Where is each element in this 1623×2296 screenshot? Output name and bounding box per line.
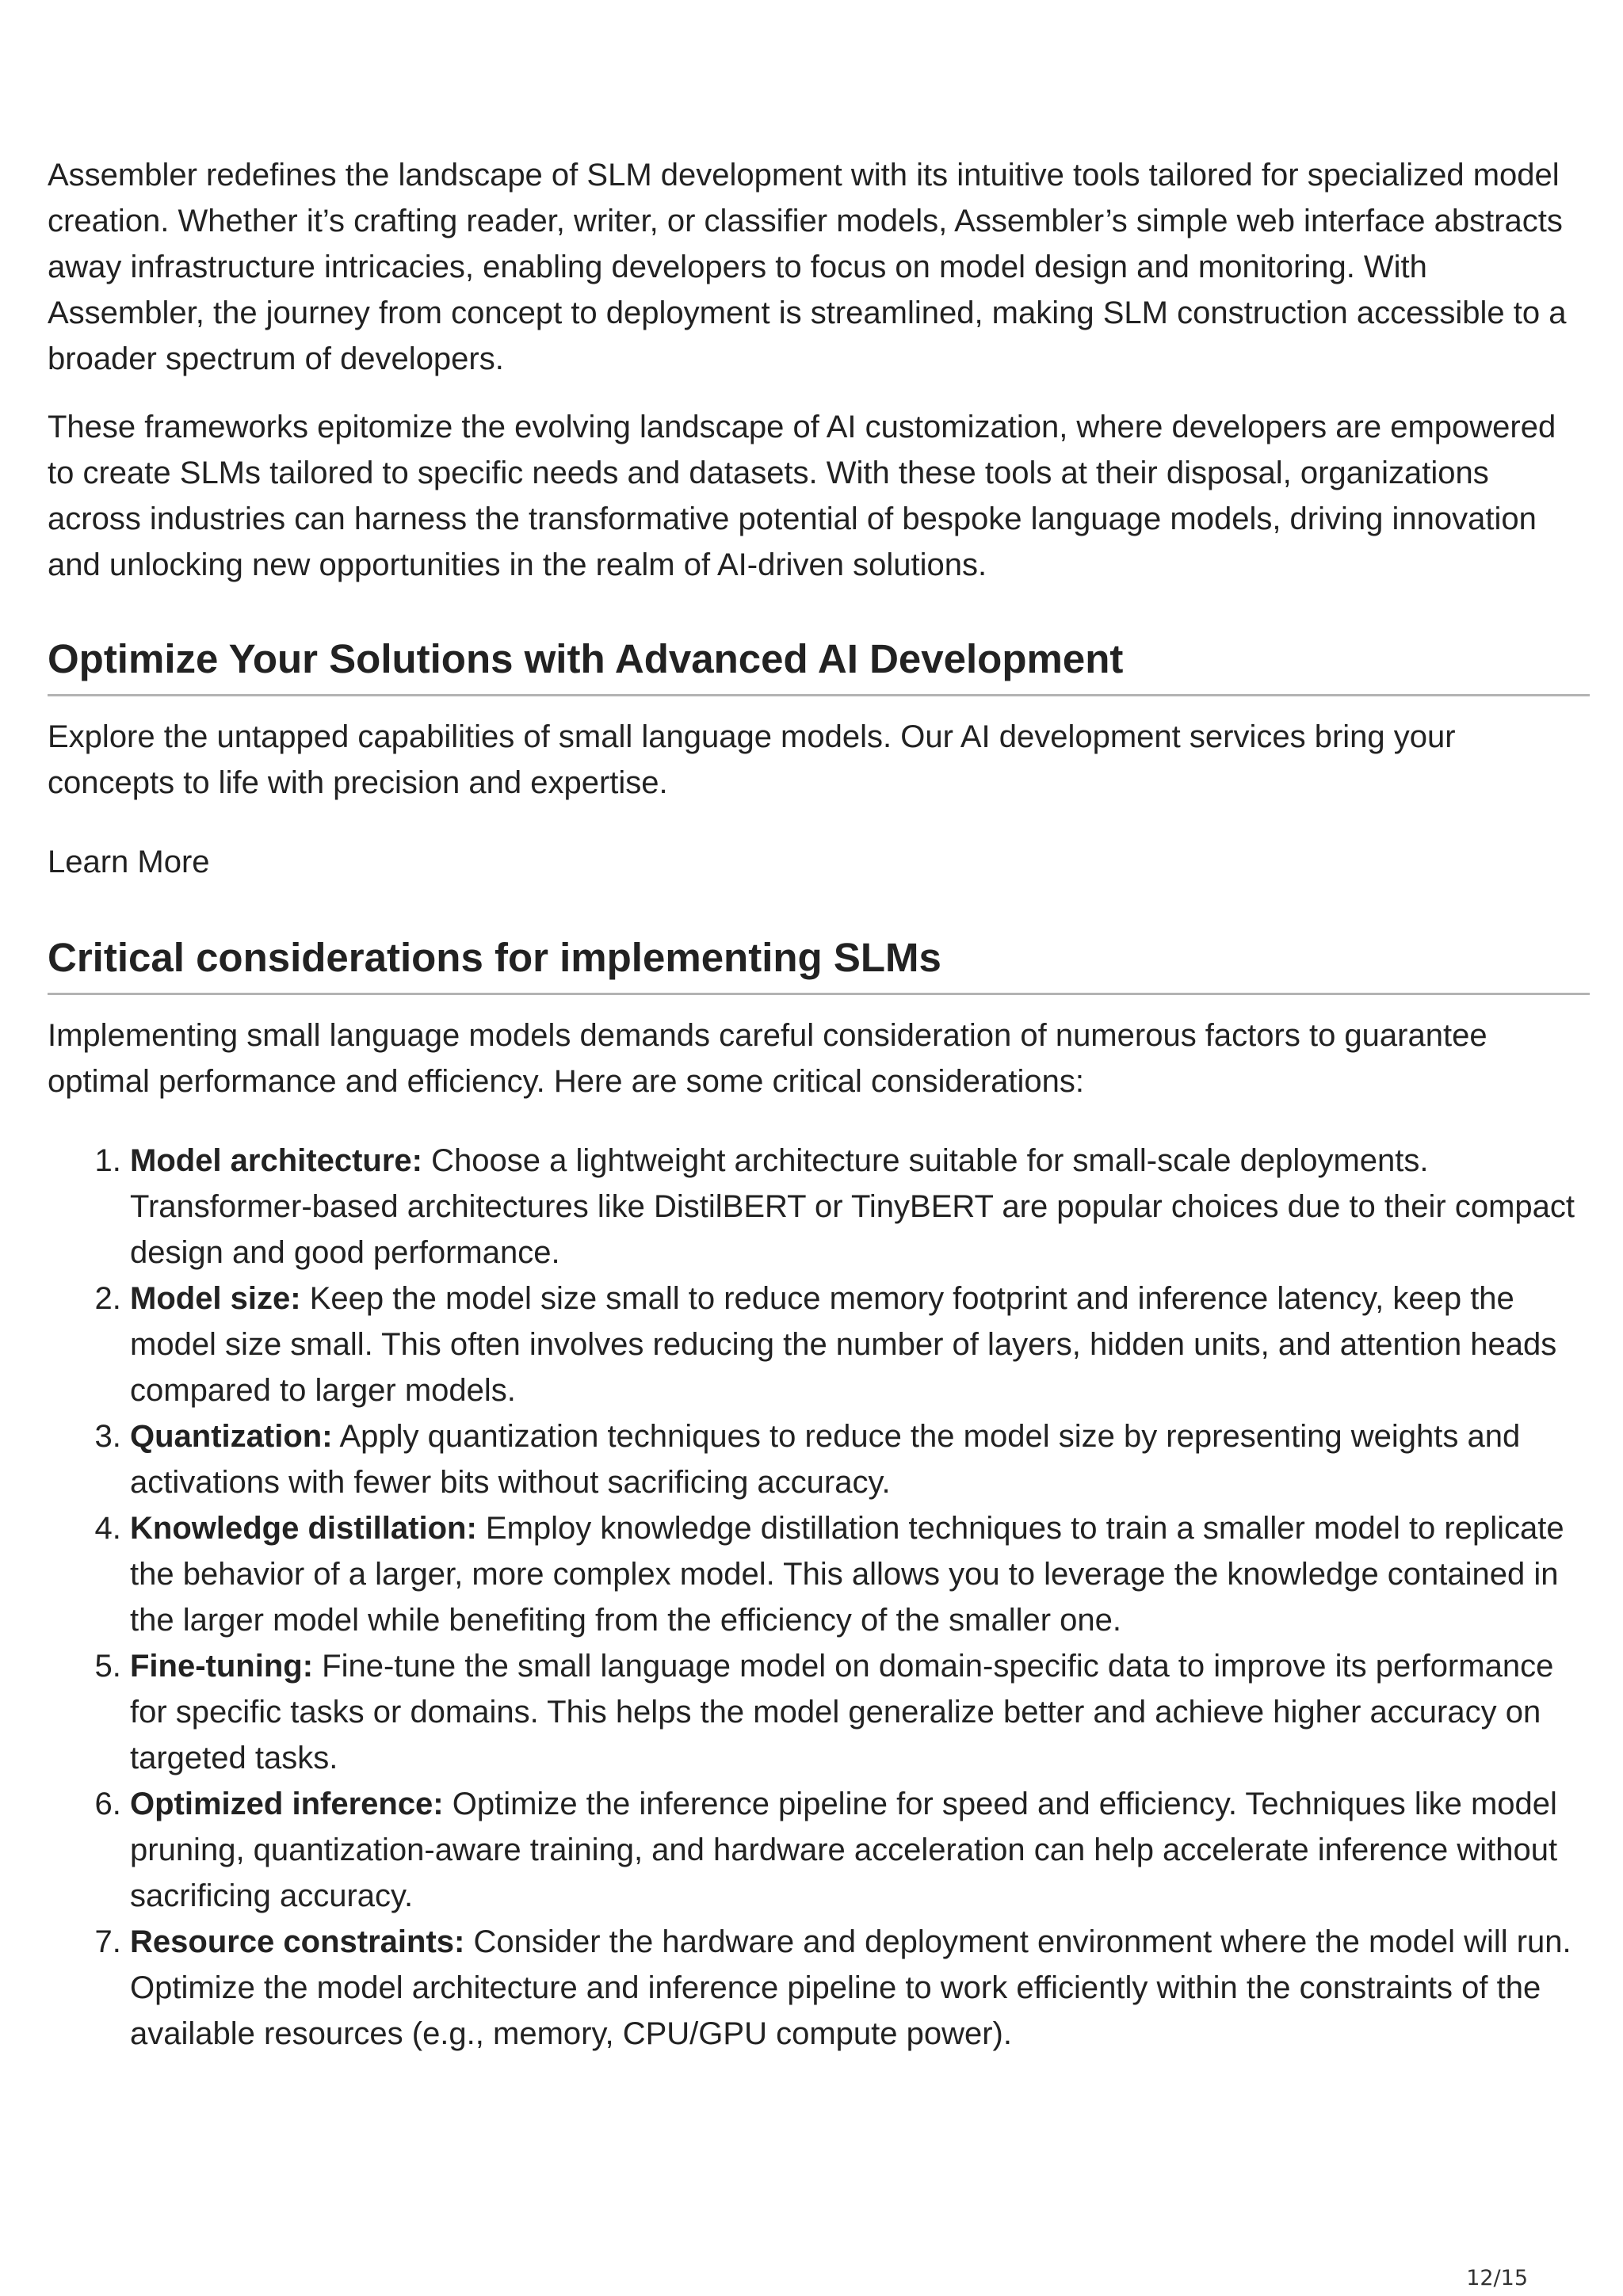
list-item-title: Optimized inference: <box>130 1787 444 1821</box>
list-item <box>130 1919 1590 2057</box>
list-item <box>130 1138 1590 1276</box>
considerations-heading: Critical considerations for implementing SLMs <box>48 934 1590 995</box>
list-item <box>130 1413 1590 1505</box>
list-item-text: Optimize the inference pipeline for speed and efficiency. Techniques like model pruning, quantization-aware training, and hardware acceleration can help accelerate inference without sacrificing accuracy. <box>130 1787 1558 1913</box>
list-item <box>130 1781 1590 1919</box>
list-item <box>130 1505 1590 1643</box>
considerations-list <box>48 1138 1590 2057</box>
list-item-title: Quantization: <box>130 1419 333 1454</box>
list-item-title: Model size: <box>130 1281 301 1316</box>
list-item-text: Choose a lightweight architecture suitable for small-scale deployments. Transformer-based architectures like DistilBERT or TinyBERT are popular choices due to their compact design and good performance. <box>130 1143 1575 1270</box>
list-item-text: Employ knowledge distillation techniques to train a smaller model to replicate the behavior of a larger, more complex model. This allows you to leverage the knowledge contained in the larger model while benefiting from the efficiency of the smaller one. <box>130 1511 1564 1638</box>
intro-paragraph-assembler: Assembler redefines the landscape of SLM development with its intuitive tools tailored for specialized model creation. Whether it’s crafting reader, writer, or classifier models, Assembler’s simple web interface abstracts away infrastructure intricacies, enabling developers to focus on model design and monitoring. With Assembler, the journey from concept to deployment is streamlined, making SLM construction accessible to a broader spectrum of developers. <box>48 158 1567 376</box>
list-item-text: Apply quantization techniques to reduce the model size by representing weights and activations with fewer bits without sacrificing accuracy. <box>130 1419 1521 1500</box>
list-item-text: Fine-tune the small language model on domain-specific data to improve its performance for specific tasks or domains. This helps the model generalize better and achieve higher accuracy on targeted tasks. <box>130 1649 1554 1775</box>
list-item-title: Resource constraints: <box>130 1924 465 1959</box>
list-item <box>130 1643 1590 1781</box>
intro-paragraph-frameworks: These frameworks epitomize the evolving landscape of AI customization, where developers are empowered to create SLMs tailored to specific needs and datasets. With these tools at their disposal, organizations across industries can harness the transformative potential of bespoke language models, driving innovation and unlocking new opportunities in the realm of AI-driven solutions. <box>48 410 1556 582</box>
document-page <box>48 152 1590 2057</box>
list-item-text: Consider the hardware and deployment environment where the model will run. Optimize the model architecture and inference pipeline to work efficiently within the constraints of the available resources (e.g., memory, CPU/GPU compute power). <box>130 1924 1571 2051</box>
optimize-heading: Optimize Your Solutions with Advanced AI Development <box>48 635 1590 696</box>
list-item-title: Knowledge distillation: <box>130 1511 477 1546</box>
optimize-body: Explore the untapped capabilities of small language models. Our AI development services bring your concepts to life with precision and expertise. <box>48 719 1456 800</box>
list-item-title: Fine-tuning: <box>130 1649 314 1684</box>
list-item-text: Keep the model size small to reduce memory footprint and inference latency, keep the model size small. This often involves reducing the number of layers, hidden units, and attention heads compared to larger models. <box>130 1281 1557 1408</box>
list-item-title: Model architecture: <box>130 1143 422 1178</box>
considerations-intro: Implementing small language models demands careful consideration of numerous factors to guarantee optimal performance and efficiency. Here are some critical considerations: <box>48 1018 1487 1099</box>
learn-more-link[interactable]: Learn More <box>48 845 210 879</box>
list-item <box>130 1276 1590 1413</box>
page-number: 12/15 <box>1466 2266 1528 2290</box>
